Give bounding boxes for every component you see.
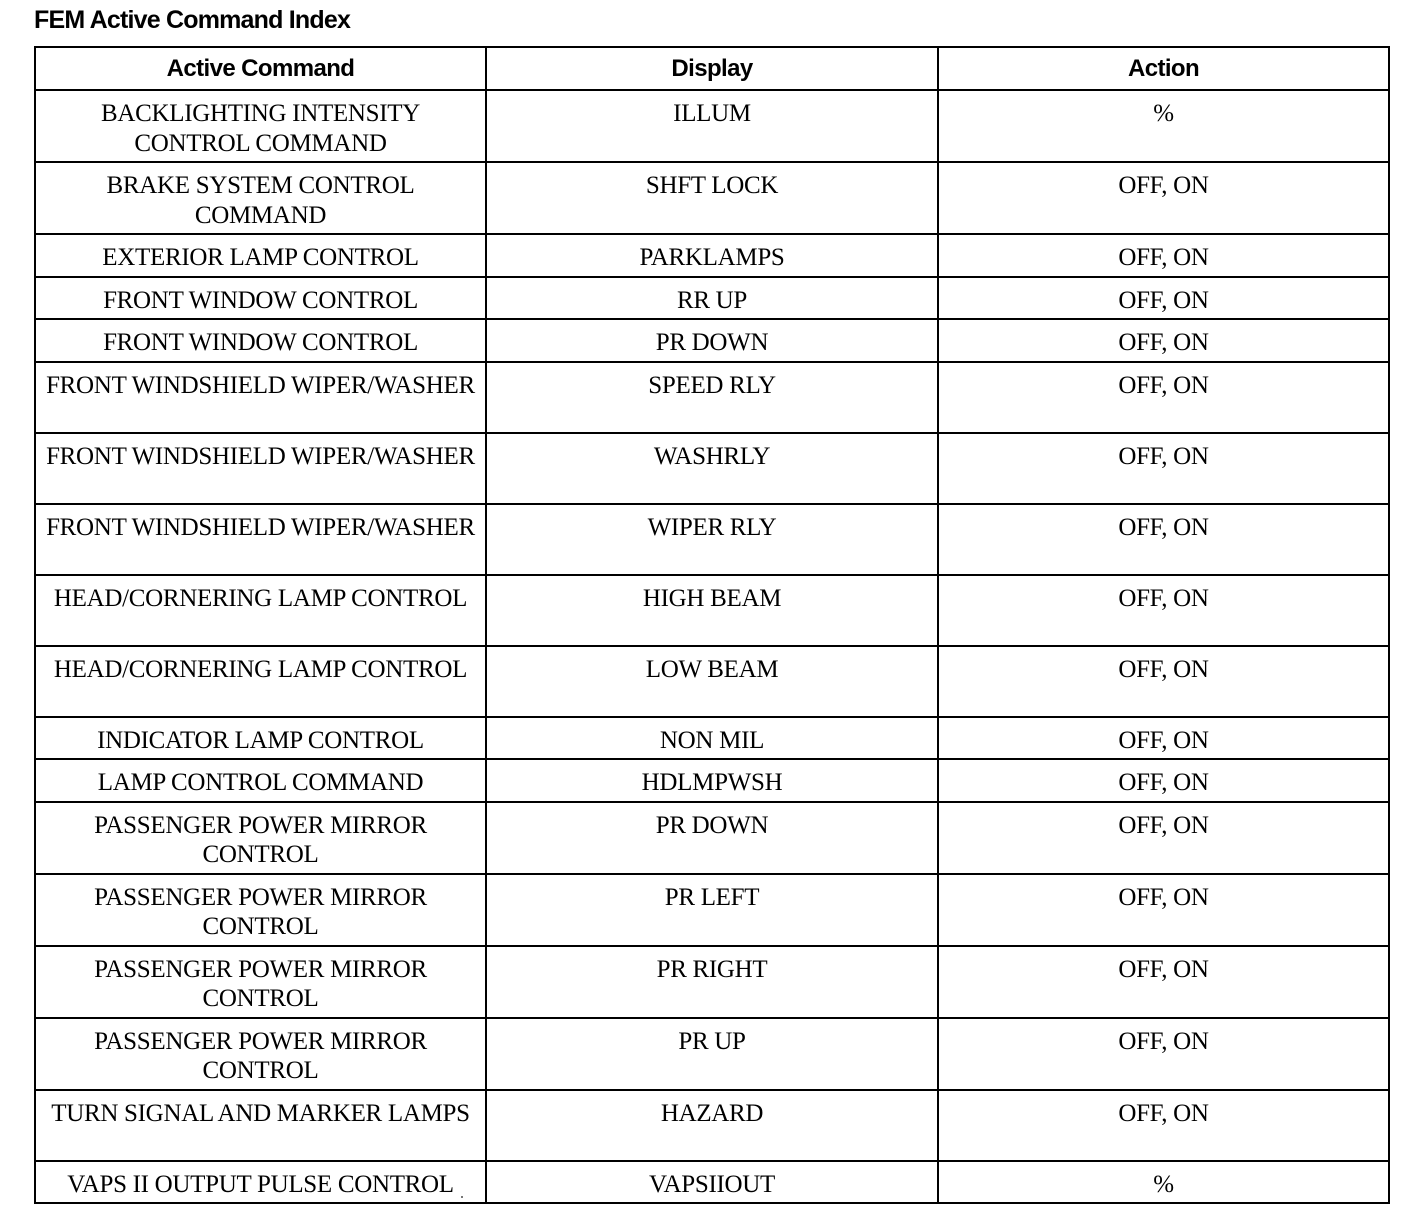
action-cell: OFF, ON: [938, 1018, 1389, 1090]
active-command-cell: HEAD/CORNERING LAMP CONTROL: [35, 575, 486, 646]
display-cell: ILLUM: [486, 90, 938, 162]
display-cell: HIGH BEAM: [486, 575, 938, 646]
display-cell: WASHRLY: [486, 433, 938, 504]
action-cell: OFF, ON: [938, 504, 1389, 575]
table-row: [35, 1018, 1389, 1090]
display-cell: PR UP: [486, 1018, 938, 1090]
table-row: [35, 646, 1389, 717]
display-cell: VAPSIIOUT: [486, 1161, 938, 1204]
action-cell: OFF, ON: [938, 759, 1389, 802]
display-cell: PR DOWN: [486, 802, 938, 874]
action-cell: OFF, ON: [938, 362, 1389, 433]
table-row: [35, 1161, 1389, 1204]
document-title: FEM Active Command Index: [34, 6, 351, 34]
active-command-cell: FRONT WINDSHIELD WIPER/WASHER: [35, 433, 486, 504]
action-cell: %: [938, 90, 1389, 162]
action-cell: OFF, ON: [938, 646, 1389, 717]
active-command-cell: FRONT WINDOW CONTROL: [35, 319, 486, 362]
display-cell: LOW BEAM: [486, 646, 938, 717]
display-cell: WIPER RLY: [486, 504, 938, 575]
table-row: [35, 504, 1389, 575]
active-command-cell: HEAD/CORNERING LAMP CONTROL: [35, 646, 486, 717]
display-cell: PR RIGHT: [486, 946, 938, 1018]
action-cell: OFF, ON: [938, 946, 1389, 1018]
active-command-cell: PASSENGER POWER MIRROR CONTROL: [35, 1018, 486, 1090]
action-cell: OFF, ON: [938, 1090, 1389, 1161]
table-row: [35, 759, 1389, 802]
table-row: [35, 234, 1389, 277]
table-row: [35, 946, 1389, 1018]
active-command-cell: BRAKE SYSTEM CONTROL COMMAND: [35, 162, 486, 234]
header-action: Action: [938, 47, 1389, 90]
action-cell: OFF, ON: [938, 575, 1389, 646]
active-command-cell: LAMP CONTROL COMMAND: [35, 759, 486, 802]
display-cell: PR LEFT: [486, 874, 938, 946]
table-header-row: [35, 47, 1389, 90]
active-command-cell: PASSENGER POWER MIRROR CONTROL: [35, 874, 486, 946]
active-command-cell: FRONT WINDSHIELD WIPER/WASHER: [35, 362, 486, 433]
table-row: [35, 277, 1389, 320]
active-command-table: [34, 46, 1390, 1204]
table-row: [35, 717, 1389, 760]
active-command-cell: BACKLIGHTING INTENSITY CONTROL COMMAND: [35, 90, 486, 162]
active-command-cell: FRONT WINDSHIELD WIPER/WASHER: [35, 504, 486, 575]
display-cell: PARKLAMPS: [486, 234, 938, 277]
table-row: [35, 802, 1389, 874]
display-cell: RR UP: [486, 277, 938, 320]
table-row: [35, 319, 1389, 362]
display-cell: SHFT LOCK: [486, 162, 938, 234]
display-cell: HDLMPWSH: [486, 759, 938, 802]
table-row: [35, 362, 1389, 433]
table-row: [35, 575, 1389, 646]
active-command-cell: FRONT WINDOW CONTROL: [35, 277, 486, 320]
display-cell: NON MIL: [486, 717, 938, 760]
active-command-cell: PASSENGER POWER MIRROR CONTROL: [35, 946, 486, 1018]
table-row: [35, 874, 1389, 946]
header-active-command: Active Command: [35, 47, 486, 90]
table-row: [35, 433, 1389, 504]
action-cell: OFF, ON: [938, 874, 1389, 946]
table-row: [35, 162, 1389, 234]
active-command-cell: TURN SIGNAL AND MARKER LAMPS: [35, 1090, 486, 1161]
display-cell: PR DOWN: [486, 319, 938, 362]
table-row: [35, 90, 1389, 162]
active-command-cell: INDICATOR LAMP CONTROL: [35, 717, 486, 760]
action-cell: OFF, ON: [938, 717, 1389, 760]
active-command-cell: PASSENGER POWER MIRROR CONTROL: [35, 802, 486, 874]
display-cell: SPEED RLY: [486, 362, 938, 433]
active-command-cell: VAPS II OUTPUT PULSE CONTROL: [35, 1161, 486, 1204]
action-cell: OFF, ON: [938, 319, 1389, 362]
action-cell: OFF, ON: [938, 277, 1389, 320]
table-row: [35, 1090, 1389, 1161]
action-cell: OFF, ON: [938, 162, 1389, 234]
action-cell: OFF, ON: [938, 234, 1389, 277]
display-cell: HAZARD: [486, 1090, 938, 1161]
action-cell: %: [938, 1161, 1389, 1204]
action-cell: OFF, ON: [938, 802, 1389, 874]
scan-speck: [461, 1196, 463, 1198]
action-cell: OFF, ON: [938, 433, 1389, 504]
header-display: Display: [486, 47, 938, 90]
active-command-cell: EXTERIOR LAMP CONTROL: [35, 234, 486, 277]
